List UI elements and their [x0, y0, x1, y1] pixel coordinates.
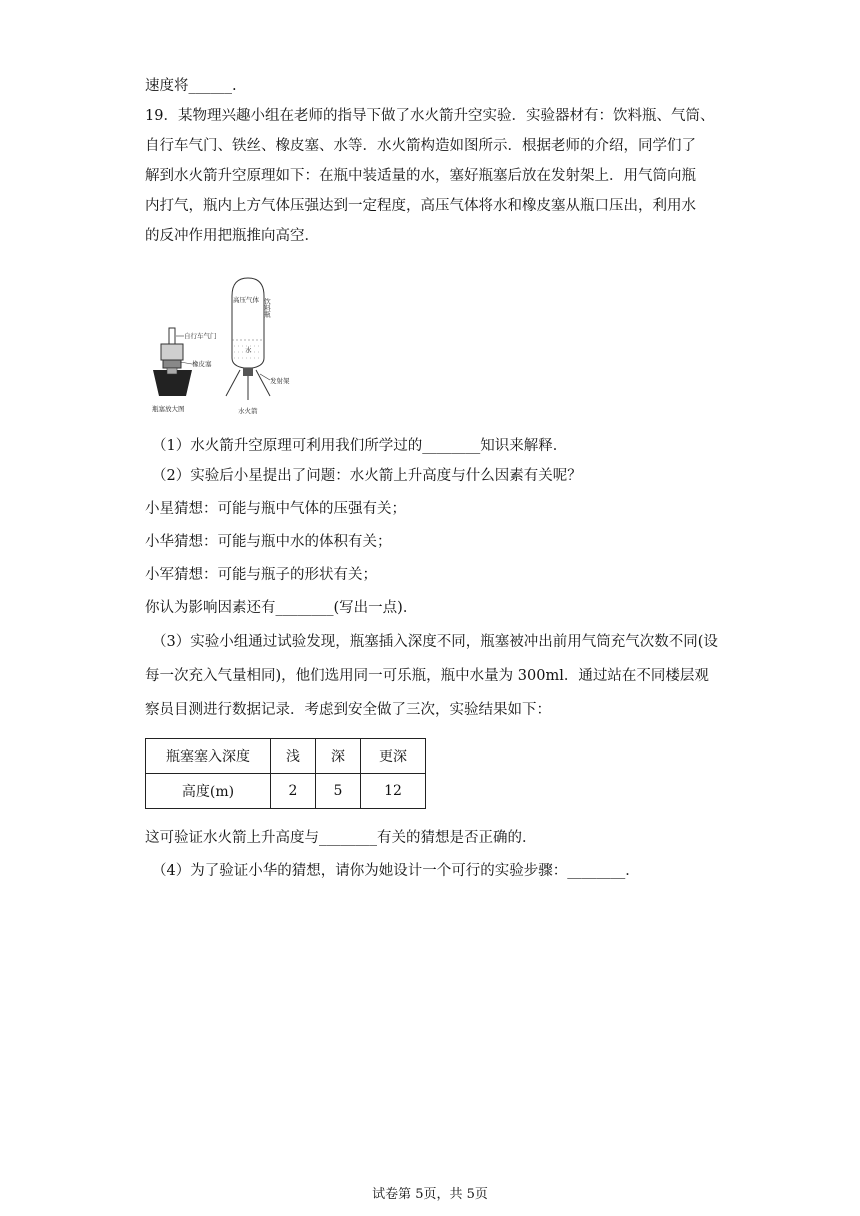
- question-19-part-3-line-1: （3）实验小组通过试验发现，瓶塞插入深度不同，瓶塞被冲出前用气筒充气次数不同(设: [152, 634, 718, 650]
- text-line-speed: 速度将______.: [145, 78, 237, 94]
- question-19-line-5: 的反冲作用把瓶推向高空．: [145, 228, 319, 244]
- table-cell: 高度(m): [146, 774, 271, 809]
- question-19-part-3-line-3: 察员目测进行数据记录．考虑到安全做了三次，实验结果如下：: [145, 702, 551, 718]
- drink-bottle-label: 饮料瓶: [263, 298, 271, 318]
- other-factor-prompt: 你认为影响因素还有________(写出一点)．: [145, 600, 418, 616]
- guess-xiaojun: 小军猜想：可能与瓶子的形状有关；: [145, 567, 377, 583]
- enlarged-view-label: 瓶塞放大图: [152, 405, 185, 413]
- question-19-line-1: 19．某物理兴趣小组在老师的指导下做了水火箭升空实验．实验器材有：饮料瓶、气筒、: [145, 108, 715, 124]
- question-19-part-4: （4）为了验证小华的猜想，请你为她设计一个可行的实验步骤：________．: [152, 863, 640, 879]
- rocket-label: 水火箭: [238, 407, 258, 415]
- guess-xiaohua: 小华猜想：可能与瓶中水的体积有关；: [145, 534, 392, 550]
- water-label: 水: [245, 346, 252, 354]
- table-header-cell: 深: [316, 739, 361, 774]
- launcher-label: 发射架: [270, 377, 290, 385]
- table-header-row: [146, 739, 426, 774]
- stopper-label: 橡皮塞: [192, 360, 212, 368]
- water-rocket-figure: [150, 270, 310, 420]
- question-19-part-2: （2）实验后小星提出了问题：水火箭上升高度与什么因素有关呢？: [152, 468, 582, 484]
- table-header-cell: 瓶塞塞入深度: [146, 739, 271, 774]
- table-cell: 12: [361, 774, 426, 809]
- high-pressure-gas-label: 高压气体: [233, 296, 259, 304]
- question-19-part-3-line-2: 每一次充入气量相同)，他们选用同一可乐瓶，瓶中水量为 300ml．通过站在不同楼层观: [145, 668, 709, 684]
- guess-xiaoxing: 小星猜想：可能与瓶中气体的压强有关；: [145, 501, 406, 517]
- question-19-part-1: （1）水火箭升空原理可利用我们所学过的________知识来解释．: [152, 438, 568, 454]
- question-19-line-2: 自行车气门、铁丝、橡皮塞、水等．水火箭构造如图所示．根据老师的介绍，同学们了: [145, 138, 696, 154]
- verification-sentence: 这可验证水火箭上升高度与________有关的猜想是否正确的．: [145, 830, 537, 846]
- question-19-line-4: 内打气，瓶内上方气体压强达到一定程度，高压气体将水和橡皮塞从瓶口压出，利用水: [145, 198, 696, 214]
- table-cell: 5: [316, 774, 361, 809]
- table-cell: 2: [271, 774, 316, 809]
- valve-label: 自行车气门: [184, 332, 217, 340]
- page-footer: 试卷第 5页，共 5页: [372, 1187, 488, 1202]
- table-row: [146, 774, 426, 809]
- results-table: [145, 738, 426, 809]
- table-header-cell: 更深: [361, 739, 426, 774]
- water-rocket-diagram: [150, 270, 310, 420]
- table-header-cell: 浅: [271, 739, 316, 774]
- question-19-line-3: 解到水火箭升空原理如下：在瓶中装适量的水，塞好瓶塞后放在发射架上．用气筒向瓶: [145, 168, 696, 184]
